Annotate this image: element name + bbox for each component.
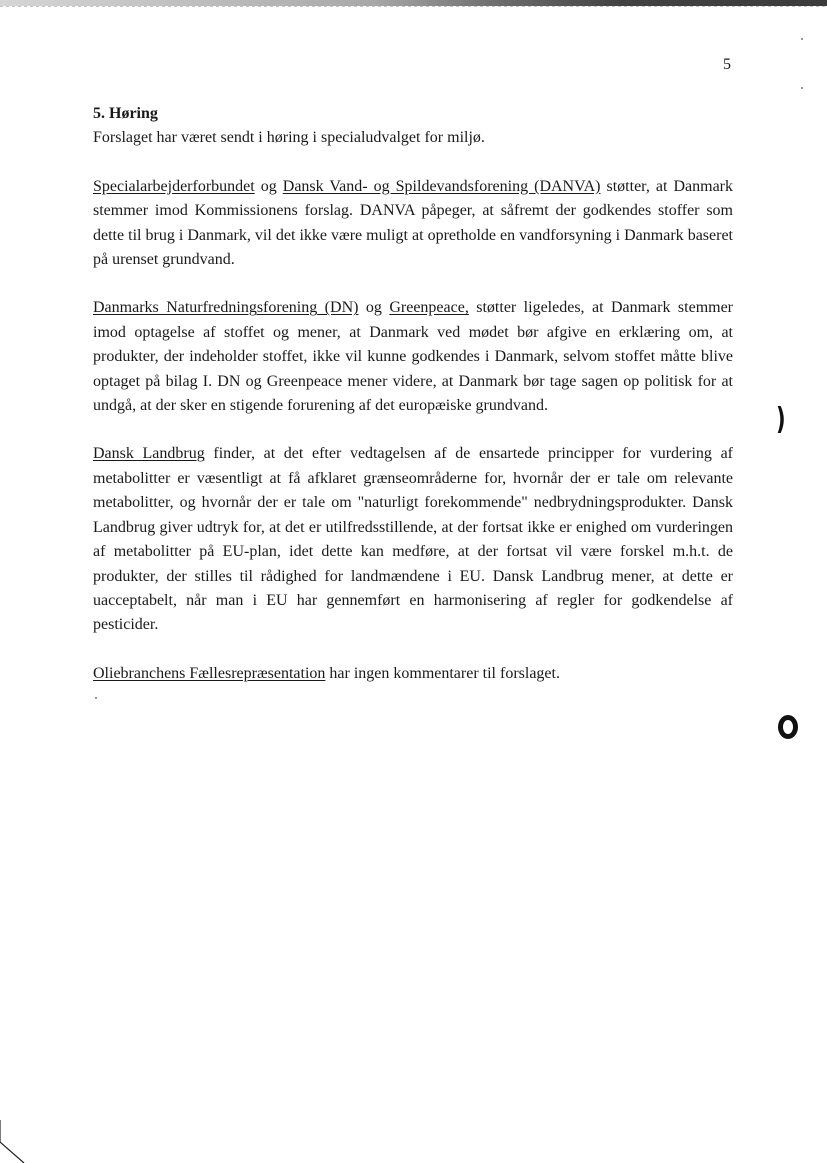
scan-speck (95, 697, 97, 699)
org-name: Greenpeace, (389, 299, 469, 317)
page-number: 5 (723, 56, 731, 73)
paragraph-danva (93, 175, 733, 273)
paragraph-text: og (358, 299, 390, 317)
paragraph-gap (93, 418, 733, 442)
scan-speck (801, 87, 803, 89)
page-corner-fold (0, 1120, 30, 1163)
org-name: Specialarbejderforbundet (93, 177, 255, 195)
punch-hole-mark: ) (776, 402, 786, 437)
paragraph-gap (93, 151, 733, 175)
punch-hole-mark (778, 715, 798, 739)
org-name: Oliebranchens Fællesrepræsentation (93, 664, 326, 682)
paragraph-text: og (254, 177, 283, 195)
paragraph-dansk-landbrug (93, 442, 733, 637)
section-heading: 5. Høring (93, 105, 158, 122)
paragraph-text: støtter, at Danmark stemmer imod Kommissionens forslag. DANVA påpeger, at såfremt der godkendes stoffer som dette til brug i Danmark, vil det ikke være muligt at opretholde en vandforsyning i Danmark baseret på urenset grundvand. (93, 177, 734, 269)
scan-speck (801, 38, 803, 40)
document-body (93, 102, 733, 686)
org-name: Danmarks Naturfredningsforening (DN) (93, 299, 359, 317)
paragraph-gap (93, 638, 733, 662)
paragraph-text: har ingen kommentarer til forslaget. (325, 664, 560, 682)
section-intro: Forslaget har været sendt i høring i specialudvalget for miljø. (93, 129, 485, 147)
paragraph-oliebranchen (93, 662, 733, 686)
paragraph-text: støtter ligeledes, at Danmark stemmer imod optagelse af stoffet og mener, at Danmark ved mødet bør afgive en erklæring om, at produkter, der indeholder stoffet, ikke vil kunne godkendes i Danmark, selvom stoffet måtte blive optaget på bilag I. DN og Greenpeace mener videre, at Danmark bør tage sagen op politisk for at undgå, at der sker en stigende forurening af det europæiske grundvand. (93, 299, 734, 415)
org-name: Dansk Landbrug (93, 445, 205, 463)
paragraph-gap (93, 272, 733, 296)
paragraph-dn-greenpeace (93, 296, 733, 418)
paragraph-text: finder, at det efter vedtagelsen af de ensartede principper for vurdering af metabolitter er væsentligt at få afklaret grænseområderne for, hvornår der er tale om relevante metabolitter, og hvornår der er tale om "naturligt forekommende" nedbrydningsprodukter. Dansk Landbrug giver udtryk for, at det er utilfredsstillende, at der fortsat ikke er enighed om vurderingen af metabolitter på EU-plan, idet dette kan medføre, at der fortsat vil være forskel m.h.t. de produkter, der stilles til rådighed for landmændene i EU. Dansk Landbrug mener, at dette er uacceptabelt, når man i EU har gennemført en harmonisering af regler for godkendelse af pesticider. (93, 445, 733, 634)
org-name: Dansk Vand- og Spildevandsforening (DANVA) (282, 177, 601, 195)
top-edge-scan-line (0, 0, 827, 6)
